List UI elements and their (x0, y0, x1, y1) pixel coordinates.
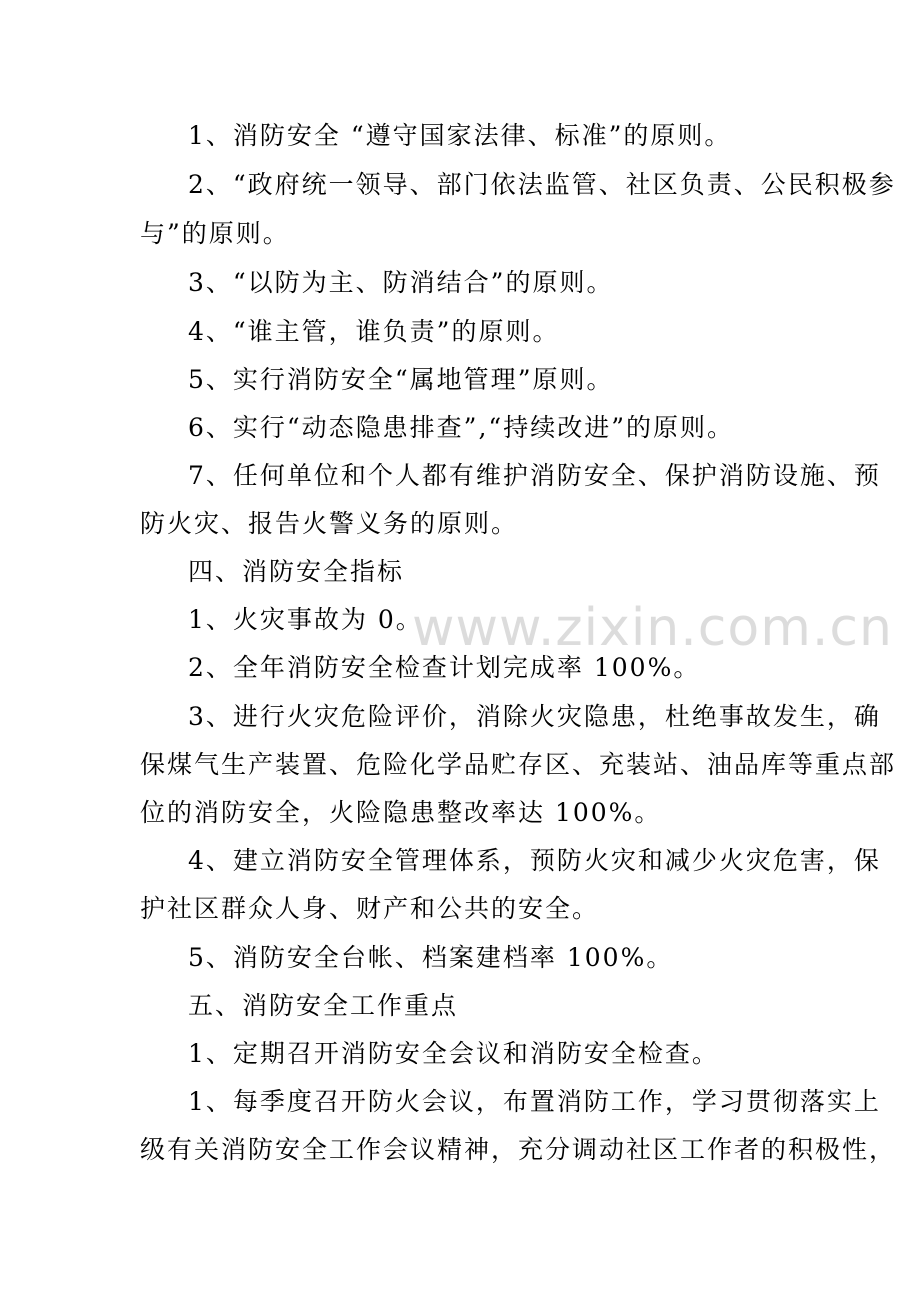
text-line: 护社区群众人身、财产和公共的安全。 (140, 894, 600, 923)
section-heading: 五、消防安全工作重点 (188, 991, 459, 1020)
text-line: 1、火灾事故为 0。 (188, 605, 423, 634)
text-line: 1、定期召开消防安全会议和消防安全检查。 (188, 1039, 719, 1068)
text-line: 位的消防安全，火险隐患整改率达 100%。 (140, 798, 662, 827)
text-line: 5、实行消防安全“属地管理”原则。 (188, 365, 614, 394)
text-line: 7、任何单位和个人都有维护消防安全、保护消防设施、预 (188, 461, 881, 490)
text-line: 3、“以防为主、防消结合”的原则。 (188, 268, 614, 297)
text-line: 防火灾、报告火警义务的原则。 (140, 509, 519, 538)
text-line: 与”的原则。 (140, 219, 290, 248)
watermark: www.zixin.com.cn (412, 598, 893, 658)
text-line: 2、“政府统一领导、部门依法监管、社区负责、公民积极参 (188, 170, 896, 199)
text-line: 1、每季度召开防火会议，布置消防工作，学习贯彻落实上 (188, 1087, 881, 1116)
text-line: 3、进行火灾危险评价，消除火灾隐患，杜绝事故发生，确 (188, 702, 881, 731)
text-line: 级有关消防安全工作会议精神，充分调动社区工作者的积极性， (140, 1135, 897, 1164)
text-line: 4、“谁主管，谁负责”的原则。 (188, 317, 560, 346)
text-line: 保煤气生产装置、危险化学品贮存区、充装站、油品库等重点部 (140, 750, 897, 779)
text-line: 6、实行“动态隐患排查”,“持续改进”的原则。 (188, 413, 734, 442)
section-heading: 四、消防安全指标 (188, 557, 405, 586)
text-line: 4、建立消防安全管理体系，预防火灾和减少火灾危害，保 (188, 846, 881, 875)
text-line: 1、消防安全 “遵守国家法律、标准”的原则。 (188, 121, 732, 150)
text-line: 2、全年消防安全检查计划完成率 100%。 (188, 653, 701, 682)
text-line: 5、消防安全台帐、档案建档率 100%。 (188, 943, 674, 972)
